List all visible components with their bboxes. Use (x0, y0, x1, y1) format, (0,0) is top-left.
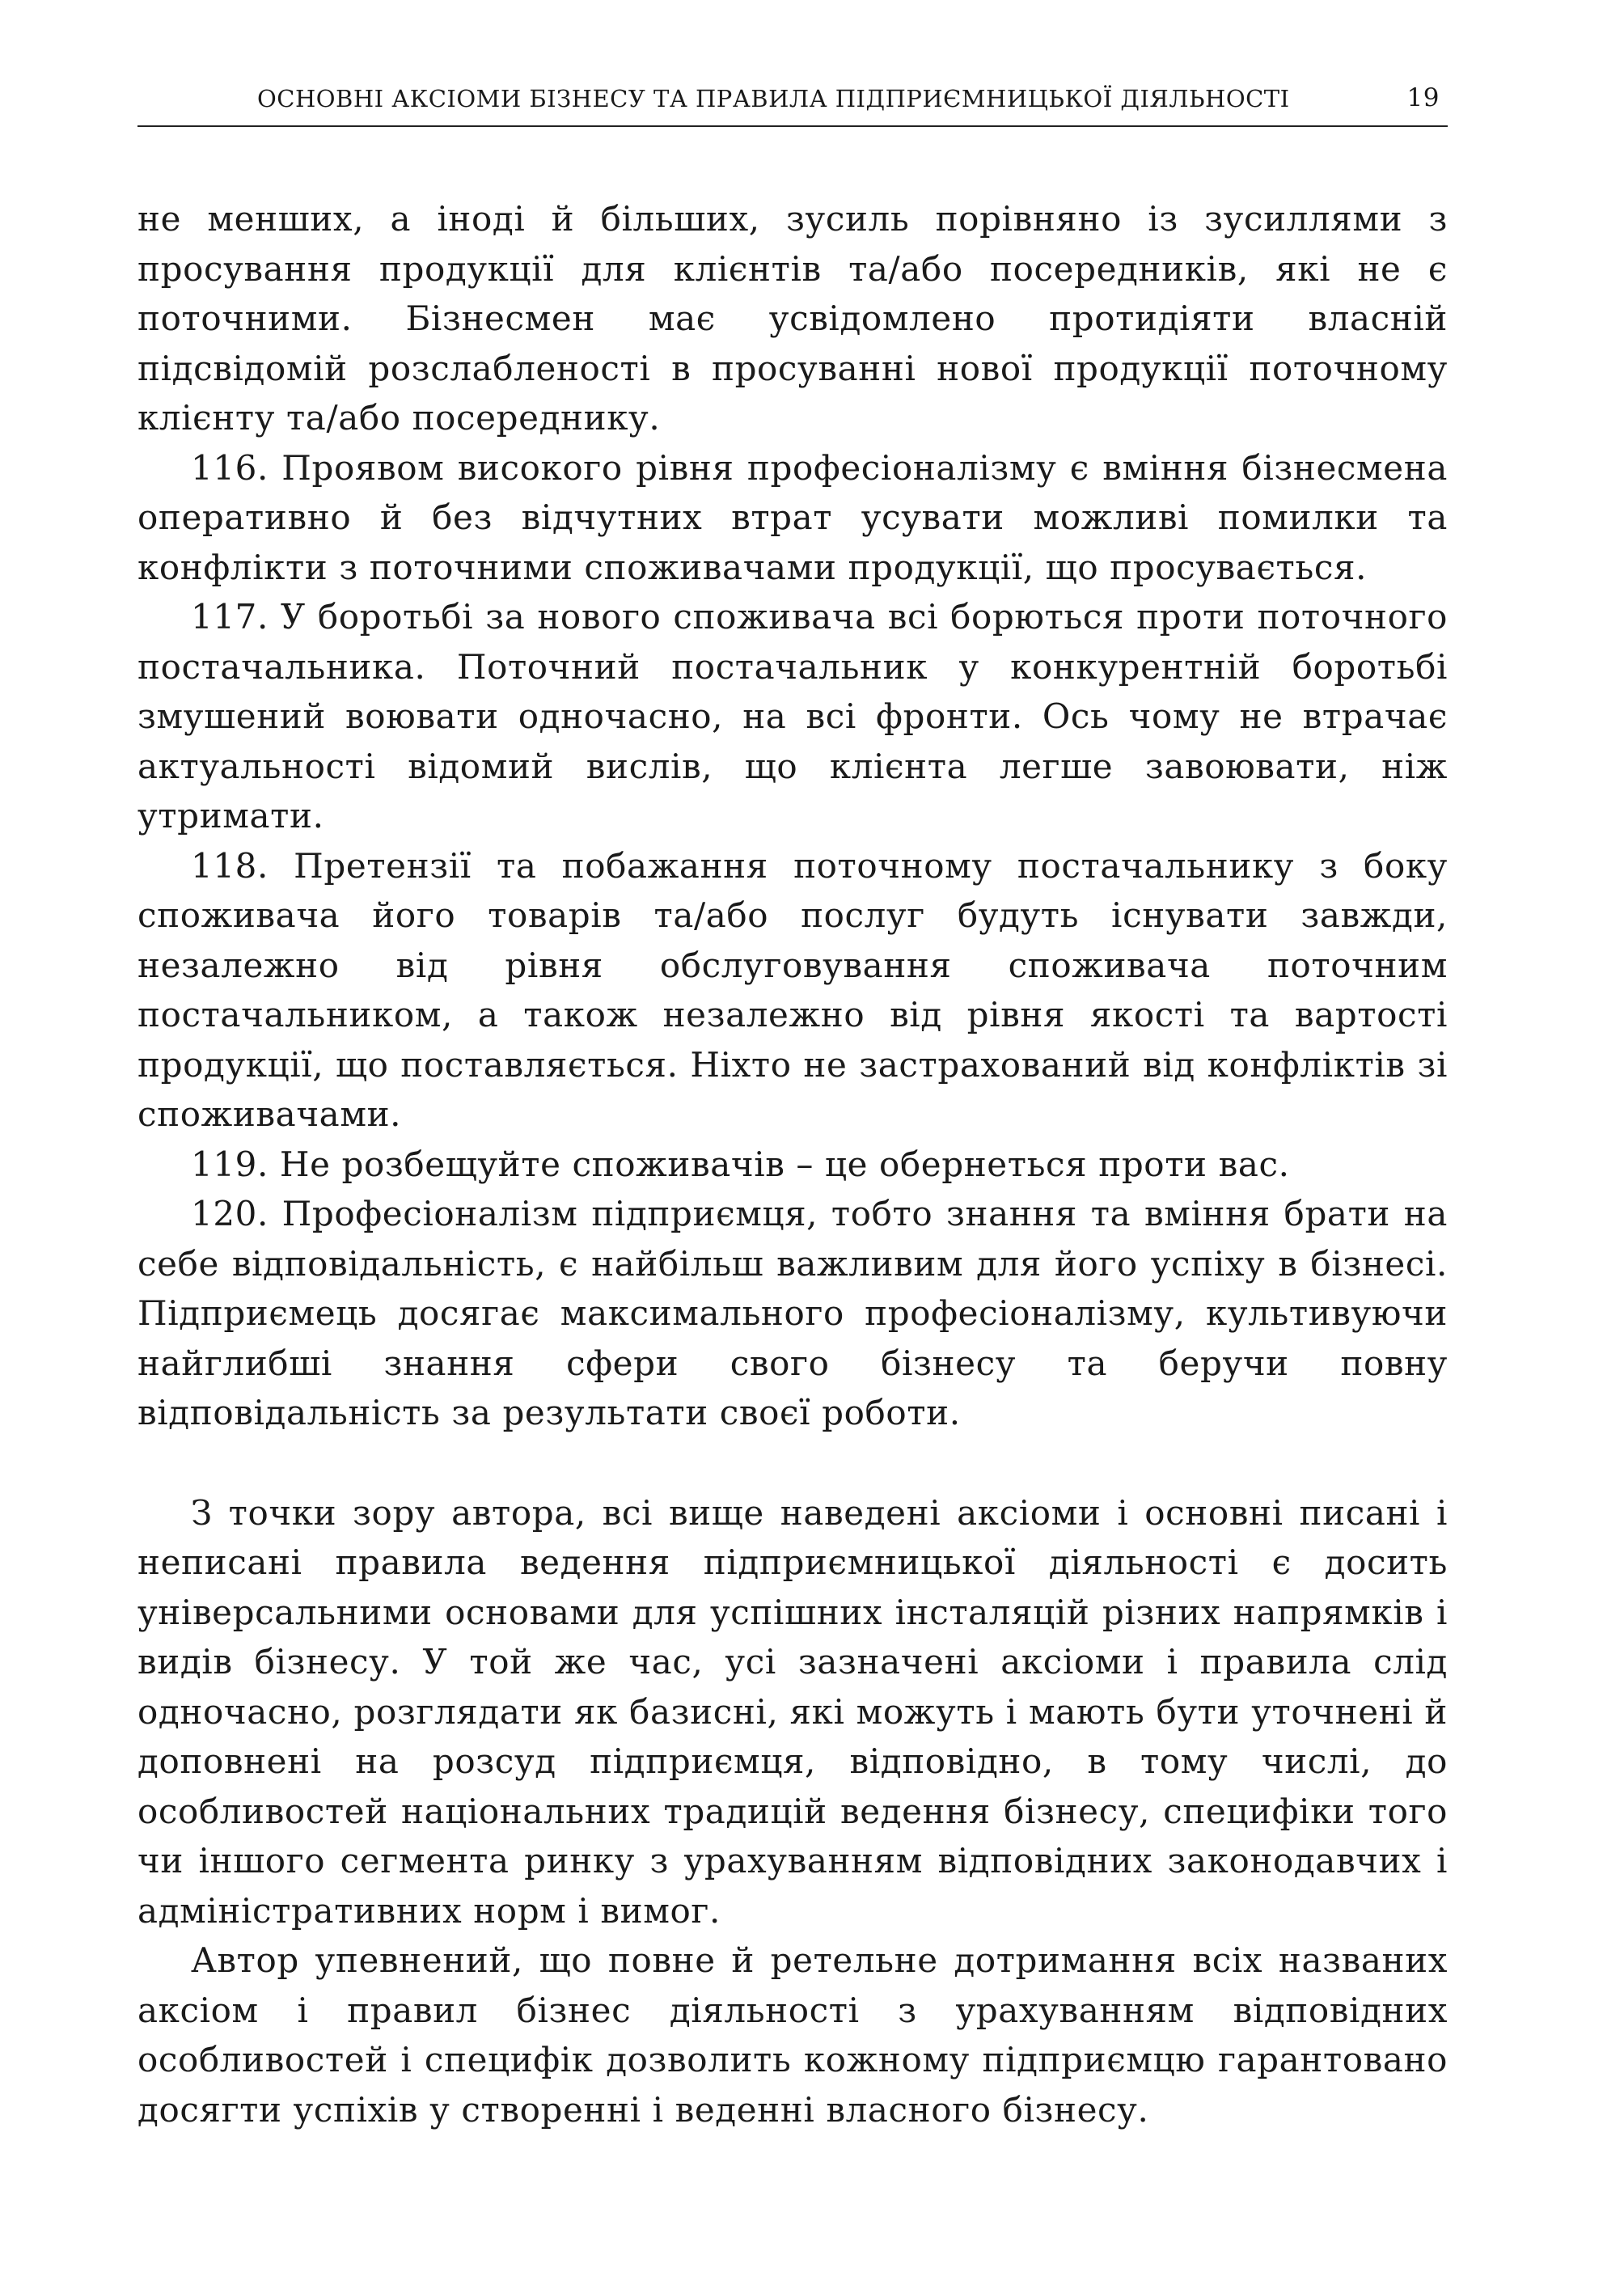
book-page (137, 0, 1448, 2293)
paragraph-continuation: не менших, а іноді й більших, зусиль порівняно із зусиллями з просування продукції для клієнтів та/або посередників, які не є поточними. Бізнесмен має усвідомлено протидіяти власній підсвідомій розслабленості в просуванні нової продукції поточному клієнту та/або посереднику. (137, 199, 1448, 438)
paragraph-item-116: 116. Проявом високого рівня професіоналізму є вміння бізнесмена оперативно й без відчутних втрат усувати можливі помилки та конфлікти з поточними споживачами продукції, що просувається. (137, 447, 1448, 587)
body-text (137, 194, 1448, 2134)
paragraph-conclusion: Автор упевнений, що повне й ретельне дотримання всіх названих аксіом і правил бізнес діяльності з урахуванням відповідних особливостей і специфік дозволить кожному підприємцю гарантовано досягти успіхів у створенні і веденні власного бізнесу. (137, 1940, 1448, 2130)
paragraph-item-119: 119. Не розбещуйте споживачів – це обернеться проти вас. (191, 1144, 1290, 1184)
paragraph-item-120: 120. Професіоналізм підприємця, тобто знання та вміння брати на себе відповідальність, є найбільш важливим для його успіху в бізнесі. Підприємець досягає максимального професіоналізму, культивуючи найглибші знання сфери свого бізнесу та беручи повну відповідальність за результати своєї роботи. (137, 1194, 1448, 1432)
running-header (137, 77, 1448, 127)
running-title: ОСНОВНІ АКСІОМИ БІЗНЕСУ ТА ПРАВИЛА ПІДПРИЄМНИЦЬКОЇ ДІЯЛЬНОСТІ (257, 85, 1290, 112)
paragraph-author-view: З точки зору автора, всі вище наведені аксіоми і основні писані і неписані правила ведення підприємницької діяльності є досить універсальними основами для успішних інсталяцій різних напрямків і видів бізнесу. У той же час, усі зазначені аксіоми і правила слід одночасно, розглядати як базисні, які можуть і мають бути уточнені й доповнені на розсуд підприємця, відповідно, в тому числі, до особливостей національних традицій ведення бізнесу, специфіки того чи іншого сегмента ринку з урахуванням відповідних законодавчих і адміністративних норм і вимог. (137, 1492, 1448, 1931)
paragraph-item-117: 117. У боротьбі за нового споживача всі борються проти поточного постачальника. Поточний постачальник у конкурентній боротьбі змушений воювати одночасно, на всі фронти. Ось чому не втрачає актуальності відомий вислів, що клієнта легше завоювати, ніж утримати. (137, 597, 1448, 836)
paragraph-item-118: 118. Претензії та побажання поточному постачальнику з боку споживача його товарів та/або послуг будуть існувати завжди, незалежно від рівня обслуговування споживача поточним постачальником, а також незалежно від рівня якості та вартості продукції, що поставляється. Ніхто не застрахований від конфліктів зі споживачами. (137, 845, 1448, 1134)
page-number: 19 (1406, 83, 1440, 112)
